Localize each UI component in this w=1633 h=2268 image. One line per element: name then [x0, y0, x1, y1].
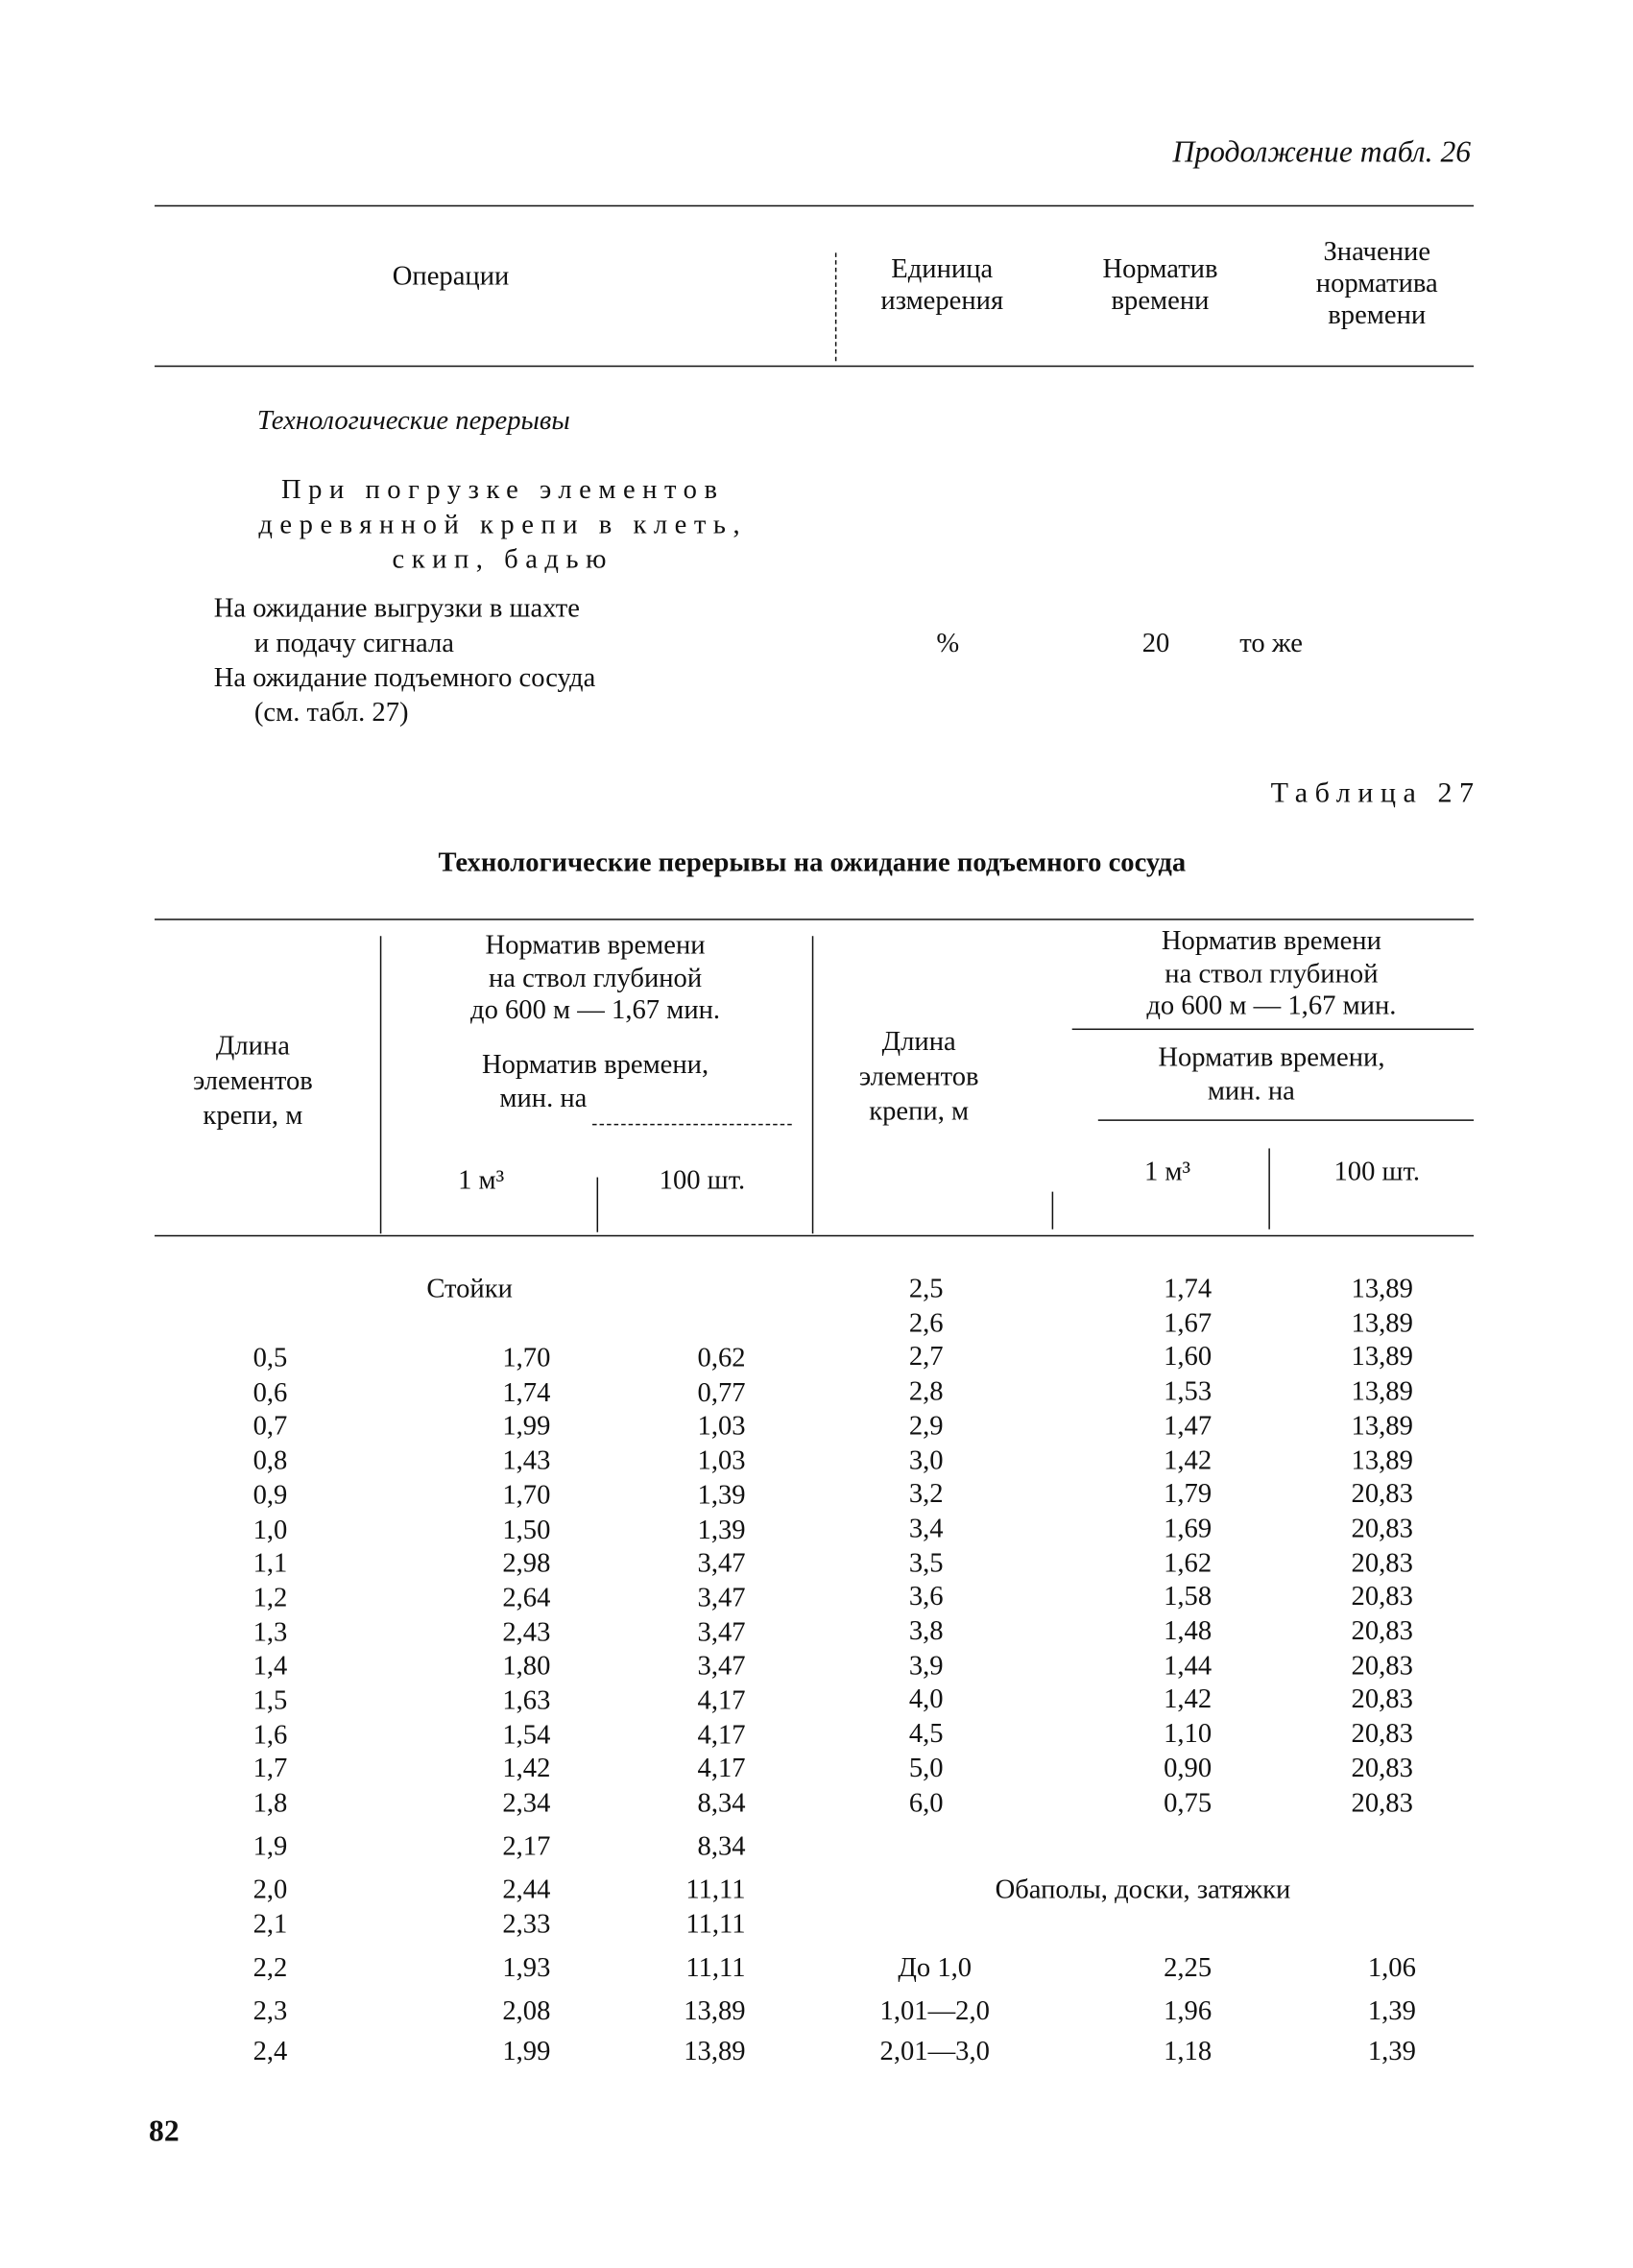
header-group: до 600 м — 1,67 мин.	[470, 994, 721, 1026]
table-cell: 3,0	[908, 1444, 944, 1476]
table-cell: 3,47	[697, 1616, 746, 1648]
table-cell: 20,83	[1351, 1753, 1413, 1784]
table-cell: 3,4	[908, 1514, 944, 1544]
table26-header-operations: Операции	[392, 261, 510, 293]
header-col-pcs: 100 шт.	[659, 1165, 746, 1197]
table26-section-title: Технологические перерывы	[256, 405, 570, 437]
table-cell: 13,89	[1351, 1342, 1413, 1373]
table-cell: 1,99	[502, 1411, 551, 1443]
header-length: элементов	[193, 1065, 313, 1097]
table-cell: 1,18	[1164, 2037, 1213, 2067]
page-number: 82	[149, 2113, 180, 2148]
table-cell: 1,67	[1164, 1308, 1213, 1339]
table-cell: 1,42	[1164, 1684, 1213, 1716]
header-col-m3: 1 м³	[1143, 1157, 1191, 1188]
table-cell: 20,83	[1351, 1479, 1413, 1511]
table-cell: 1,9	[252, 1831, 288, 1862]
table-cell: 1,43	[502, 1445, 551, 1477]
table-cell: 4,0	[908, 1684, 944, 1716]
table-cell: 0,7	[252, 1411, 288, 1443]
table-cell: 13,89	[684, 2037, 746, 2067]
table-cell: 11,11	[685, 1952, 746, 1984]
header-group: на ствол глубиной	[488, 963, 703, 994]
table-cell: 1,39	[697, 1480, 746, 1511]
table-cell: 2,34	[502, 1788, 551, 1819]
table-cell: 0,90	[1164, 1753, 1213, 1784]
table-cell: 4,17	[697, 1685, 746, 1716]
table-cell: 0,8	[252, 1445, 288, 1477]
header-length: Длина	[215, 1031, 290, 1062]
table-cell: 1,1	[252, 1548, 288, 1580]
table-cell: 3,6	[908, 1582, 944, 1613]
header-group: на ствол глубиной	[1165, 959, 1379, 990]
table-cell: 11,11	[685, 1909, 746, 1941]
table-cell: 20,83	[1351, 1616, 1413, 1647]
header-sub: Норматив времени,	[1158, 1042, 1385, 1074]
table26-norm: 20	[1141, 628, 1170, 659]
section-obapoly: Обаполы, доски, затяжки	[995, 1874, 1291, 1906]
table-cell: 1,3	[252, 1616, 288, 1648]
header-group: Норматив времени	[1161, 925, 1381, 957]
header-length: крепи, м	[869, 1096, 970, 1127]
table-cell: 2,9	[908, 1411, 944, 1442]
table27-subrule	[1072, 1029, 1474, 1031]
table-cell: 2,25	[1164, 1952, 1213, 1984]
table-cell: 3,2	[908, 1479, 944, 1511]
table-cell: 4,17	[697, 1754, 746, 1785]
table-cell: 1,39	[1367, 1995, 1416, 2027]
table26-operation: На ожидание выгрузки в шахте	[213, 593, 580, 625]
table-cell: 0,75	[1164, 1787, 1213, 1819]
table-cell: 2,17	[502, 1831, 551, 1862]
header-col-pcs: 100 шт.	[1333, 1157, 1421, 1188]
table26-header-value: Значение норматива времени	[1315, 236, 1438, 331]
table-cell: 1,0	[252, 1514, 288, 1545]
table27-top-rule	[155, 919, 1474, 920]
table-cell: 1,10	[1164, 1719, 1213, 1750]
table-cell: 0,6	[252, 1377, 288, 1408]
table-cell: 3,9	[908, 1650, 944, 1682]
table27-subrule	[1098, 1119, 1474, 1121]
table-cell: 1,50	[502, 1514, 551, 1545]
table26-value: то же	[1239, 628, 1303, 659]
table26-group-line: деревянной крепи в клеть,	[258, 510, 748, 540]
table-cell: До 1,0	[898, 1952, 973, 1984]
table26-operation: и подачу сигнала	[253, 628, 454, 659]
table-cell: 20,83	[1351, 1787, 1413, 1819]
table-cell: 1,93	[502, 1952, 551, 1984]
table27-header-rule	[155, 1235, 1474, 1237]
table26-operation: На ожидание подъемного сосуда	[213, 662, 596, 694]
table-cell: 1,2	[252, 1583, 288, 1613]
table-cell: 2,33	[502, 1909, 551, 1941]
table-cell: 20,83	[1351, 1547, 1413, 1579]
table27-divider	[1268, 1148, 1270, 1229]
table-cell: 2,6	[908, 1308, 944, 1339]
table27-divider	[597, 1178, 599, 1232]
table-cell: 1,48	[1164, 1616, 1213, 1647]
table27-divider	[812, 936, 814, 1233]
table-cell: 1,03	[697, 1411, 746, 1443]
table-cell: 0,9	[252, 1480, 288, 1511]
table-cell: 1,4	[252, 1651, 288, 1683]
table27-divider	[1052, 1192, 1054, 1229]
table-cell: 1,5	[252, 1685, 288, 1716]
table-cell: 13,89	[1351, 1411, 1413, 1442]
table-cell: 20,83	[1351, 1719, 1413, 1750]
table-cell: 2,01—3,0	[879, 2037, 990, 2067]
table-cell: 2,08	[502, 1995, 551, 2027]
table-cell: 1,74	[1164, 1274, 1213, 1305]
section-stoyki: Стойки	[426, 1274, 513, 1305]
table-cell: 3,8	[908, 1616, 944, 1647]
table-cell: 1,63	[502, 1685, 551, 1716]
table26-operation: (см. табл. 27)	[253, 697, 409, 728]
table-cell: 1,44	[1164, 1650, 1213, 1682]
table-cell: 4,5	[908, 1719, 944, 1750]
table-cell: 2,2	[252, 1952, 288, 1984]
table-cell: 1,99	[502, 2037, 551, 2067]
table-cell: 20,83	[1351, 1650, 1413, 1682]
table-cell: 2,7	[908, 1342, 944, 1373]
table-cell: 1,8	[252, 1788, 288, 1819]
table-cell: 3,47	[697, 1651, 746, 1683]
table26-top-rule	[155, 205, 1474, 207]
header-length: крепи, м	[203, 1100, 303, 1132]
table-cell: 3,47	[697, 1583, 746, 1613]
table-cell: 1,42	[1164, 1444, 1213, 1476]
table-cell: 1,62	[1164, 1547, 1213, 1579]
table-cell: 0,5	[252, 1343, 288, 1374]
table-cell: 1,69	[1164, 1514, 1213, 1544]
table-cell: 2,4	[252, 2037, 288, 2067]
table26-header-norm: Норматив времени	[1102, 253, 1218, 317]
table27-label: Таблица 27	[1270, 776, 1481, 809]
table-cell: 2,64	[502, 1583, 551, 1613]
table-cell: 1,01—2,0	[879, 1995, 990, 2027]
table-cell: 8,34	[697, 1788, 746, 1819]
table-cell: 5,0	[908, 1753, 944, 1784]
table-cell: 4,17	[697, 1719, 746, 1751]
table-cell: 0,62	[697, 1343, 746, 1374]
table-cell: 1,7	[252, 1754, 288, 1785]
table26-unit: %	[936, 628, 960, 659]
table-cell: 20,83	[1351, 1582, 1413, 1613]
table-cell: 1,53	[1164, 1376, 1213, 1408]
table-cell: 1,74	[502, 1377, 551, 1408]
table-cell: 20,83	[1351, 1514, 1413, 1544]
table-cell: 1,70	[502, 1343, 551, 1374]
table-cell: 8,34	[697, 1831, 746, 1862]
table-cell: 13,89	[1351, 1308, 1413, 1339]
table26-column-divider	[835, 252, 837, 361]
table-cell: 13,89	[684, 1995, 746, 2027]
table-cell: 13,89	[1351, 1274, 1413, 1305]
table-cell: 1,39	[1367, 2037, 1416, 2067]
table26-group-line: При погрузке элементов	[280, 475, 725, 506]
table26-header-rule	[155, 366, 1474, 368]
table27-title: Технологические перерывы на ожидание подъемного сосуда	[438, 848, 1187, 879]
table-cell: 6,0	[908, 1787, 944, 1819]
table-cell: 1,70	[502, 1480, 551, 1511]
table27-subrule	[592, 1124, 792, 1126]
table-cell: 0,77	[697, 1377, 746, 1408]
table-cell: 1,58	[1164, 1582, 1213, 1613]
table-cell: 3,5	[908, 1547, 944, 1579]
header-length: Длина	[881, 1027, 956, 1058]
table27-divider	[380, 936, 382, 1233]
table-cell: 2,0	[252, 1874, 288, 1906]
header-group: до 600 м — 1,67 мин.	[1146, 991, 1397, 1022]
table-cell: 2,5	[908, 1274, 944, 1305]
table-cell: 1,96	[1164, 1995, 1213, 2027]
table-cell: 2,8	[908, 1376, 944, 1408]
header-sub: мин. на	[1207, 1076, 1295, 1107]
table-cell: 2,44	[502, 1874, 551, 1906]
header-length: элементов	[858, 1062, 979, 1092]
table-cell: 1,39	[697, 1514, 746, 1545]
header-group: Норматив времени	[485, 930, 706, 961]
table-cell: 13,89	[1351, 1376, 1413, 1408]
table-cell: 1,54	[502, 1719, 551, 1751]
header-col-m3: 1 м³	[458, 1165, 505, 1197]
table-cell: 1,80	[502, 1651, 551, 1683]
table-cell: 13,89	[1351, 1444, 1413, 1476]
table-cell: 1,6	[252, 1719, 288, 1751]
table-cell: 11,11	[685, 1874, 746, 1906]
table-cell: 2,1	[252, 1909, 288, 1941]
table26-group-line: скип, бадью	[392, 544, 613, 575]
running-header: Продолжение табл. 26	[1172, 133, 1472, 170]
table-cell: 1,47	[1164, 1411, 1213, 1442]
table-cell: 1,60	[1164, 1342, 1213, 1373]
table-cell: 1,79	[1164, 1479, 1213, 1511]
table-cell: 2,3	[252, 1995, 288, 2027]
table26-header-unit: Единица измерения	[880, 253, 1004, 317]
table-cell: 2,43	[502, 1616, 551, 1648]
header-sub: Норматив времени,	[481, 1050, 709, 1081]
table-cell: 1,06	[1367, 1952, 1416, 1984]
table-cell: 1,03	[697, 1445, 746, 1477]
table-cell: 2,98	[502, 1548, 551, 1580]
header-sub: мин. на	[499, 1083, 588, 1114]
table-cell: 20,83	[1351, 1684, 1413, 1716]
table-cell: 1,42	[502, 1754, 551, 1785]
table-cell: 3,47	[697, 1548, 746, 1580]
